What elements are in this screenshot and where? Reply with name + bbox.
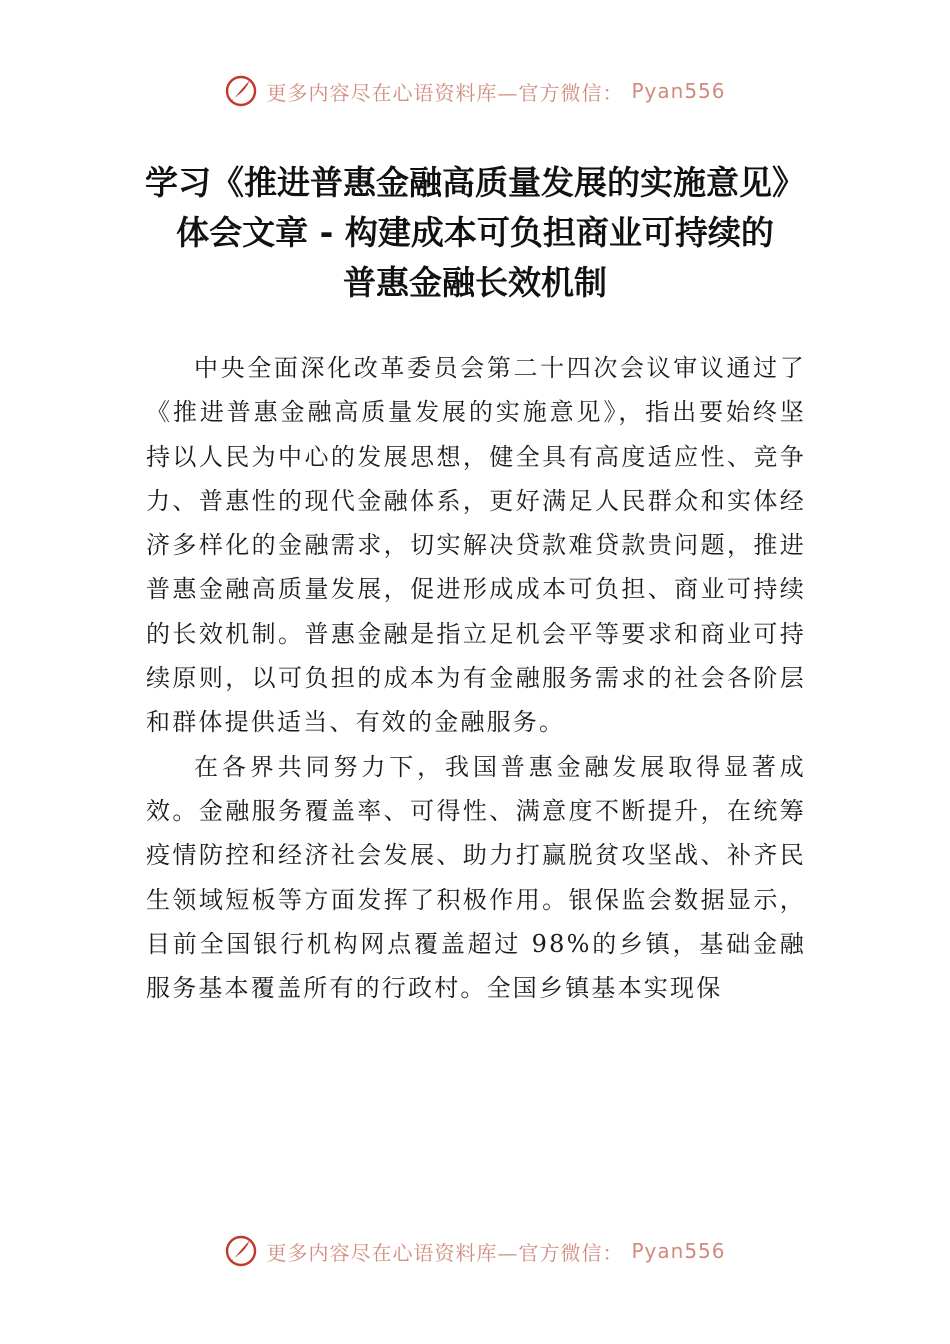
watermark-text: 更多内容尽在心语资料库—官方微信： [266,80,624,105]
watermark-wechat-id: Pyan556 [631,1239,726,1263]
watermark-text: 更多内容尽在心语资料库—官方微信： [266,1240,624,1265]
footer-watermark [0,1234,950,1268]
watermark-wechat-id: Pyan556 [631,79,726,103]
title-line-1: 学习《推进普惠金融高质量发展的实施意见》 [145,163,805,202]
quill-logo-icon [224,74,258,108]
title-line-3: 普惠金融长效机制 [343,263,607,302]
paragraph-1: 中央全面深化改革委员会第二十四次会议审议通过了《推进普惠金融高质量发展的实施意见》，指出要始终坚持以人民为中心的发展思想，健全具有高度适应性、竞争力、普惠性的现代金融体系，更好满足人民群众和实体经济多样化的金融需求，切实解决贷款难贷款贵问题，推进普惠金融高质量发展，促进形成成本可负担、商业可持续的长效机制。普惠金融是指立足机会平等要求和商业可持续原则，以可负担的成本为有金融服务需求的社会各阶层和群体提供适当、有效的金融服务。 [146,354,806,737]
document-body [146,346,806,1010]
header-watermark [0,74,950,108]
quill-logo-icon [224,1234,258,1268]
paragraph-2: 在各界共同努力下，我国普惠金融发展取得显著成效。金融服务覆盖率、可得性、满意度不断提升，在统筹疫情防控和经济社会发展、助力打赢脱贫攻坚战、补齐民生领域短板等方面发挥了积极作用。银保监会数据显示，目前全国银行机构网点覆盖超过 98%的乡镇，基础金融服务基本覆盖所有的行政村。全国乡镇基本实现保 [146,752,806,1003]
document-title [110,158,840,308]
title-line-2: 体会文章 - 构建成本可负担商业可持续的 [176,213,774,252]
